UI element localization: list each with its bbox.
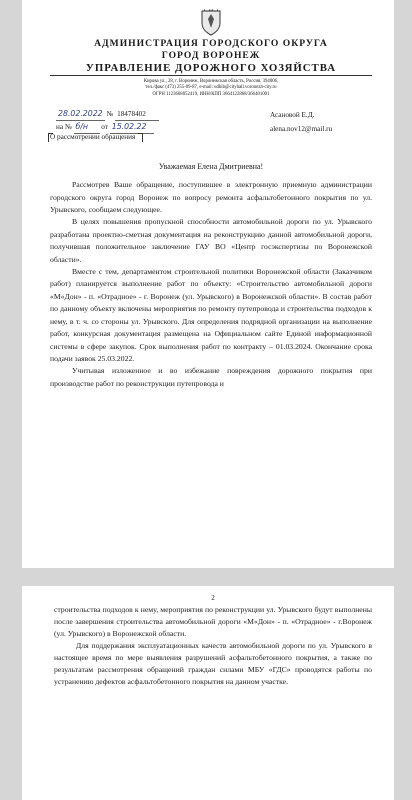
letter-subject: О рассмотрении обращения (50, 133, 136, 142)
recipient-email: alena.nov12@mail.ru (270, 125, 333, 134)
paragraph-4: Учитывая изложенное и во избежание повреждения дорожного покрытия при производстве работ по реконструкции путепровода и (50, 366, 372, 388)
letter-meta (50, 106, 372, 154)
org-name-line1: АДМИНИСТРАЦИЯ ГОРОДСКОГО ОКРУГА (94, 38, 328, 49)
outgoing-number: 18478402 (115, 108, 159, 121)
greeting: Уважаемая Елена Дмитриевна! (158, 162, 264, 172)
paragraph-2: В целях повышения пропускной способности автомобильной дороги по ул. Урывского разработана проектно-сметная документация на реконструкцию данной автомобильной дороги, получившая положительное заключение ГАУ ВО «Центр госэкспертизы по Воронежской области». (50, 217, 372, 264)
outgoing-date: 28.02.2022 (56, 108, 105, 121)
registration-block (56, 108, 159, 134)
org-name-line2: ГОРОД ВОРОНЕЖ (161, 50, 261, 61)
contact-phone-email: тел./факс (473) 255-09-87, e-mail: udhib@cityhall.voronezh-city.ru (145, 85, 277, 91)
contact-registration-codes: ОГРН 1123668052419, ИНН/КПП 3664122868/366401001 (152, 91, 270, 97)
org-department: УПРАВЛЕНИЕ ДОРОЖНОГО ХОЗЯЙСТВА (50, 62, 372, 76)
contact-address: Кирова ул., 28, г. Воронеж, Воронежская область, Россия, 394006, (143, 79, 279, 84)
from-label: от (101, 123, 108, 132)
coat-of-arms-icon (199, 8, 223, 36)
letter-page-1 (22, 0, 394, 568)
on-number-label: на № (56, 123, 72, 132)
paragraph-1: Рассмотрев Ваше обращение, поступившее в электронную приемную администрации городского округа город Воронеж по вопросу ремонта асфальтобетонного покрытия по ул. Урывского, сообщаем следующее. (50, 180, 372, 215)
contact-block (50, 79, 372, 98)
recipient-block (270, 108, 332, 136)
paragraph-6: Для поддержания эксплуатационных качеств автомобильной дороги по ул. Урывского в настоящее время по мере выявления разрушений асфальтобетонного покрытия, а также по результатам рассмотрения обращений граждан силами МБУ «ГДС» проводятся работы по устранению дефектов асфальтобетонного покрытия на данном участке. (54, 641, 372, 686)
letter-page-2 (22, 586, 394, 800)
recipient-name: Асановой Е.Д. (270, 111, 315, 120)
page-number: 2 (211, 594, 215, 602)
incoming-date: 15.02.22 (110, 121, 154, 134)
paragraph-3: Вместе с тем, департаментом строительной политики Воронежской области (Заказчиком работ) планируется выполнение работ по объекту: «Строительство автомобильной дороги «М«Дон» - п. «Отрадное» - г. Воронеж (ул. Урывского) в Воронежской области». В состав работ по данному объекту включены мероприятия по ремонту путепровода и строительства подходов к нему, в т. ч. со стороны ул. Урывского. Для определения подрядной организации на выполнение работ, конкурсная документация размещена на Официальном сайте Единой информационной системы в сфере закупок. Срок выполнения работ по контракту – 01.03.2024. Окончание срока подачи заявок 25.03.2022. (50, 267, 372, 363)
number-label: № (106, 110, 114, 119)
incoming-number: б/н (74, 121, 100, 134)
paragraph-5: строительства подходов к нему, мероприятия по реконструкции ул. Урывского будут выполнены после завершения строительства автомобильной дороги «М«Дон» - п. «Отрадное» - г.Воронеж (ул. Урывского) в Воронежской области. (54, 605, 372, 638)
